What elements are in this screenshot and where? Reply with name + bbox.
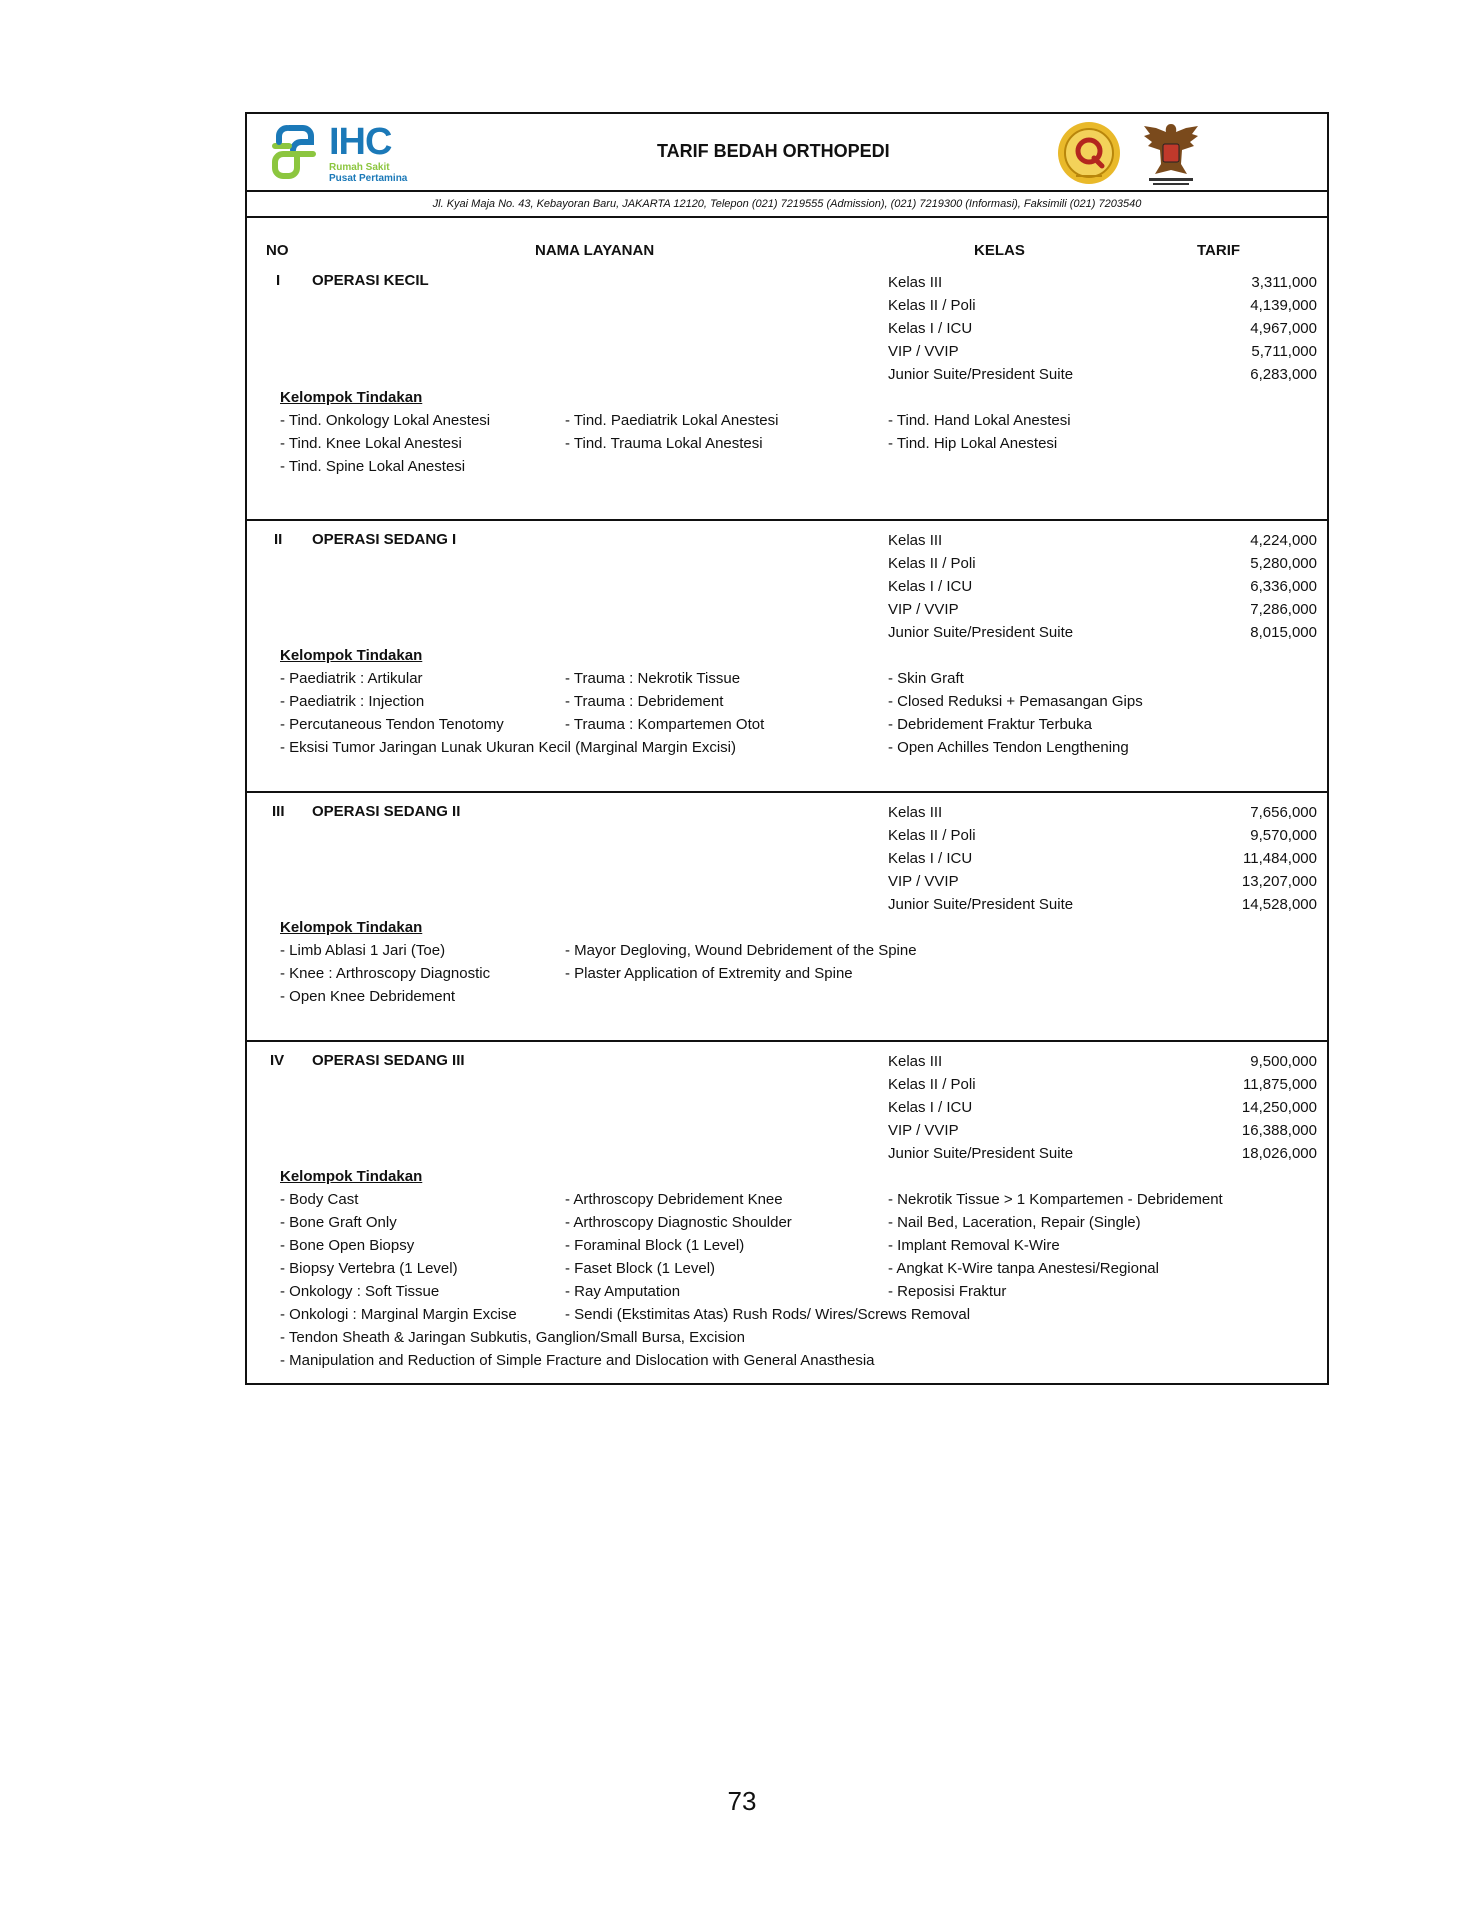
procedure-item: - Tind. Paediatrik Lokal Anestesi bbox=[565, 412, 779, 429]
procedure-item: - Tind. Hip Lokal Anestesi bbox=[888, 435, 1058, 452]
logo-name: IHC bbox=[329, 121, 392, 163]
procedure-item: - Implant Removal K-Wire bbox=[888, 1237, 1060, 1254]
tarif-value: 6,283,000 bbox=[1250, 366, 1317, 383]
tarif-value: 4,967,000 bbox=[1250, 320, 1317, 337]
kelas-item: Kelas II / Poli bbox=[888, 1076, 976, 1093]
procedure-item: - Tind. Onkology Lokal Anestesi bbox=[280, 412, 491, 429]
procedure-item: - Manipulation and Reduction of Simple Fracture and Dislocation with General Anasthesia bbox=[280, 1352, 875, 1369]
procedure-item: - Open Knee Debridement bbox=[280, 988, 456, 1005]
procedure-item: - Tind. Hand Lokal Anestesi bbox=[888, 412, 1071, 429]
procedure-item: - Angkat K-Wire tanpa Anestesi/Regional bbox=[888, 1260, 1159, 1277]
tarif-value: 9,500,000 bbox=[1250, 1053, 1317, 1070]
tarif-value: 6,336,000 bbox=[1250, 578, 1317, 595]
tarif-value: 5,711,000 bbox=[1251, 343, 1317, 360]
procedure-item: - Arthroscopy Debridement Knee bbox=[565, 1191, 783, 1208]
kelas-item: Kelas I / ICU bbox=[888, 320, 973, 337]
procedure-item: - Skin Graft bbox=[888, 670, 964, 687]
ihc-cross-icon bbox=[267, 122, 327, 184]
section-no: I bbox=[276, 272, 281, 289]
kelas-item: Kelas II / Poli bbox=[888, 555, 976, 572]
section-operasi-kecil bbox=[247, 272, 1327, 521]
column-header bbox=[247, 218, 1327, 272]
section-no: IV bbox=[270, 1052, 285, 1069]
tarif-value: 4,224,000 bbox=[1250, 532, 1317, 549]
accreditation-seal-icon bbox=[1056, 120, 1122, 186]
kelas-item: VIP / VVIP bbox=[888, 873, 959, 890]
kelas-item: Junior Suite/President Suite bbox=[888, 1145, 1074, 1162]
procedure-item: - Ray Amputation bbox=[565, 1283, 681, 1300]
col-header-tarif: TARIF bbox=[1197, 242, 1241, 259]
procedure-item: - Limb Ablasi 1 Jari (Toe) bbox=[280, 942, 446, 959]
procedure-item: - Arthroscopy Diagnostic Shoulder bbox=[565, 1214, 792, 1231]
garuda-emblem-icon bbox=[1139, 118, 1203, 188]
tarif-value: 7,656,000 bbox=[1250, 804, 1317, 821]
group-label: Kelompok Tindakan bbox=[280, 647, 423, 664]
group-label: Kelompok Tindakan bbox=[280, 389, 423, 406]
kelas-item: Junior Suite/President Suite bbox=[888, 366, 1074, 383]
procedure-item: - Onkology : Soft Tissue bbox=[280, 1283, 440, 1300]
kelas-item: Kelas I / ICU bbox=[888, 578, 973, 595]
section-operasi-sedang-3 bbox=[247, 1042, 1327, 1383]
procedure-item: - Tind. Trauma Lokal Anestesi bbox=[565, 435, 763, 452]
col-header-no: NO bbox=[266, 242, 289, 259]
sheet-header bbox=[247, 114, 1327, 192]
procedure-item: - Trauma : Kompartemen Otot bbox=[565, 716, 765, 733]
procedure-item: - Faset Block (1 Level) bbox=[565, 1260, 716, 1277]
kelas-item: VIP / VVIP bbox=[888, 343, 959, 360]
section-no: III bbox=[272, 803, 285, 820]
ihc-logo bbox=[267, 122, 437, 184]
procedure-item: - Paediatrik : Artikular bbox=[280, 670, 423, 687]
section-operasi-sedang-1 bbox=[247, 521, 1327, 793]
kelas-item: Kelas III bbox=[888, 1053, 943, 1070]
procedure-item: - Onkologi : Marginal Margin Excise bbox=[280, 1306, 517, 1323]
kelas-item: Kelas I / ICU bbox=[888, 1099, 973, 1116]
logo-subtitle-2: Pusat Pertamina bbox=[329, 173, 408, 184]
procedure-item: - Debridement Fraktur Terbuka bbox=[888, 716, 1092, 733]
procedure-item: - Body Cast bbox=[280, 1191, 359, 1208]
tarif-value: 7,286,000 bbox=[1250, 601, 1317, 618]
procedure-item: - Tendon Sheath & Jaringan Subkutis, Ganglion/Small Bursa, Excision bbox=[280, 1329, 745, 1346]
tarif-value: 5,280,000 bbox=[1250, 555, 1317, 572]
tarif-value: 16,388,000 bbox=[1241, 1122, 1317, 1139]
group-label: Kelompok Tindakan bbox=[280, 1168, 423, 1185]
kelas-item: Kelas I / ICU bbox=[888, 850, 973, 867]
procedure-item: - Sendi (Ekstimitas Atas) Rush Rods/ Wires/Screws Removal bbox=[565, 1306, 971, 1323]
procedure-item: - Bone Open Biopsy bbox=[280, 1237, 415, 1254]
kelas-item: VIP / VVIP bbox=[888, 601, 959, 618]
procedure-item: - Closed Reduksi + Pemasangan Gips bbox=[888, 693, 1143, 710]
tarif-value: 14,528,000 bbox=[1241, 896, 1317, 913]
tarif-value: 3,311,000 bbox=[1251, 274, 1317, 291]
tarif-value: 11,875,000 bbox=[1243, 1076, 1317, 1093]
col-header-nama: NAMA LAYANAN bbox=[535, 242, 655, 259]
procedure-item: - Trauma : Nekrotik Tissue bbox=[565, 670, 741, 687]
tarif-value: 14,250,000 bbox=[1241, 1099, 1317, 1116]
kelas-item: Junior Suite/President Suite bbox=[888, 896, 1074, 913]
tarif-value: 13,207,000 bbox=[1241, 873, 1317, 890]
section-operasi-sedang-2 bbox=[247, 793, 1327, 1042]
tarif-value: 9,570,000 bbox=[1250, 827, 1317, 844]
procedure-item: - Percutaneous Tendon Tenotomy bbox=[280, 716, 504, 733]
tariff-sheet bbox=[245, 112, 1329, 1385]
procedure-item: - Knee : Arthroscopy Diagnostic bbox=[280, 965, 491, 982]
procedure-item: - Tind. Knee Lokal Anestesi bbox=[280, 435, 462, 452]
hospital-address: Jl. Kyai Maja No. 43, Kebayoran Baru, JAKARTA 12120, Telepon (021) 7219555 (Admission), (021) 7219300 (Informasi), Faksimili (021) 7203540 bbox=[247, 192, 1327, 218]
section-name: OPERASI KECIL bbox=[312, 272, 429, 289]
section-name: OPERASI SEDANG I bbox=[312, 531, 457, 548]
tarif-value: 4,139,000 bbox=[1250, 297, 1317, 314]
page-title: TARIF BEDAH ORTHOPEDI bbox=[657, 141, 890, 161]
col-header-kelas: KELAS bbox=[974, 242, 1025, 259]
procedure-item: - Foraminal Block (1 Level) bbox=[565, 1237, 745, 1254]
tarif-value: 18,026,000 bbox=[1241, 1145, 1317, 1162]
tarif-value: 11,484,000 bbox=[1243, 850, 1317, 867]
page-number: 73 bbox=[727, 1786, 757, 1816]
section-name: OPERASI SEDANG II bbox=[312, 803, 461, 820]
procedure-item: - Plaster Application of Extremity and Spine bbox=[565, 965, 853, 982]
section-name: OPERASI SEDANG III bbox=[312, 1052, 465, 1069]
tarif-value: 8,015,000 bbox=[1250, 624, 1317, 641]
group-label: Kelompok Tindakan bbox=[280, 919, 423, 936]
kelas-item: Kelas III bbox=[888, 804, 943, 821]
procedure-item: - Nail Bed, Laceration, Repair (Single) bbox=[888, 1214, 1141, 1231]
procedure-item: - Biopsy Vertebra (1 Level) bbox=[280, 1260, 458, 1277]
procedure-item: - Bone Graft Only bbox=[280, 1214, 397, 1231]
section-no: II bbox=[274, 531, 283, 548]
logo-subtitle-1: Rumah Sakit bbox=[329, 162, 390, 173]
procedure-item: - Paediatrik : Injection bbox=[280, 693, 425, 710]
kelas-item: Kelas III bbox=[888, 532, 943, 549]
procedure-item: - Eksisi Tumor Jaringan Lunak Ukuran Kecil (Marginal Margin Excisi) bbox=[280, 739, 736, 756]
kelas-item: Junior Suite/President Suite bbox=[888, 624, 1074, 641]
procedure-item: - Reposisi Fraktur bbox=[888, 1283, 1007, 1300]
procedure-item: - Open Achilles Tendon Lengthening bbox=[888, 739, 1129, 756]
procedure-item: - Tind. Spine Lokal Anestesi bbox=[280, 458, 466, 475]
kelas-item: Kelas II / Poli bbox=[888, 297, 976, 314]
kelas-item: Kelas III bbox=[888, 274, 943, 291]
procedure-item: - Mayor Degloving, Wound Debridement of the Spine bbox=[565, 942, 917, 959]
procedure-item: - Trauma : Debridement bbox=[565, 693, 724, 710]
kelas-item: Kelas II / Poli bbox=[888, 827, 976, 844]
kelas-item: VIP / VVIP bbox=[888, 1122, 959, 1139]
procedure-item: - Nekrotik Tissue > 1 Kompartemen - Debridement bbox=[888, 1191, 1223, 1208]
